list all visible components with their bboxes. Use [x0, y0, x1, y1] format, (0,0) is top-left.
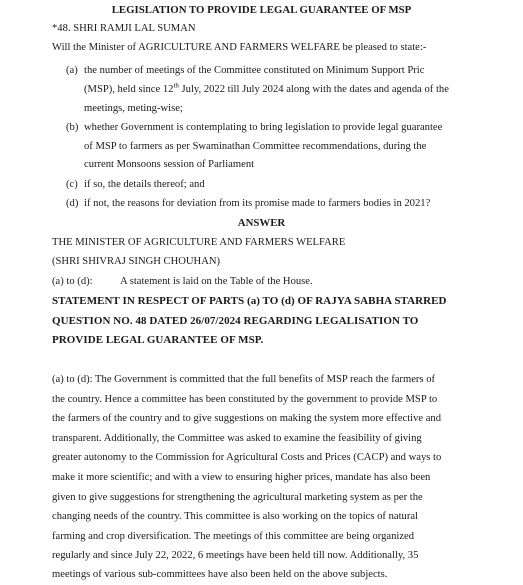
- part-a-line-2-sup: th: [173, 81, 179, 90]
- statement-heading-line-1: STATEMENT IN RESPECT OF PARTS (a) TO (d) OF RAJYA SABHA STARRED: [52, 295, 447, 307]
- statement-body-line: the farmers of the country and to give suggestions on making the system more effective and: [52, 413, 442, 424]
- minister-title: THE MINISTER OF AGRICULTURE AND FARMERS WELFARE: [52, 237, 346, 248]
- statement-body-line: greater autonomy to the Commission for Agricultural Costs and Prices (CACP) and ways to: [52, 452, 442, 463]
- statement-body-line: given to give suggestions for strengthening the agricultural marketing system as per the: [52, 492, 423, 503]
- part-b-line-1: whether Government is contemplating to bring legislation to provide legal guarantee: [84, 122, 443, 133]
- statement-body-line: (a) to (d): The Government is committed that the full benefits of MSP reach the farmers of: [52, 374, 436, 385]
- answer-text: A statement is laid on the Table of the House.: [120, 276, 313, 287]
- part-b-line-2: of MSP to farmers as per Swaminathan Committee recommendations, during the: [84, 141, 427, 152]
- part-b-marker: (b): [66, 122, 79, 133]
- statement-body-line: farming and crop diversification. The meetings of this committee are being organized: [52, 531, 415, 542]
- minister-name: (SHRI SHIVRAJ SINGH CHOUHAN): [52, 256, 221, 267]
- answer-heading: ANSWER: [237, 217, 286, 229]
- part-a-line-2-after: July, 2022 till July 2024 along with the dates and agenda of the: [178, 84, 449, 95]
- part-c-marker: (c): [66, 179, 78, 190]
- part-a-line-2: [84, 83, 449, 97]
- part-a-line-2-before: (MSP), held since 12: [84, 84, 174, 95]
- statement-body-line: regularly and since July 22, 2022, 6 meetings have been held till now. Additionally, 35: [52, 550, 419, 561]
- statement-body-line: make it more scientific; and with a view to ensuring higher prices, mandate has also been: [52, 472, 431, 483]
- part-b-line-3: current Monsoons session of Parliament: [84, 159, 255, 170]
- part-d-line-1: if not, the reasons for deviation from its promise made to farmers bodies in 2021?: [84, 198, 431, 209]
- part-c-line-1: if so, the details thereof; and: [84, 179, 205, 190]
- part-a-line-3: meetings, meting-wise;: [84, 103, 183, 114]
- statement-heading-line-3: PROVIDE LEGAL GUARANTEE OF MSP.: [52, 334, 264, 346]
- answer-label: (a) to (d):: [52, 276, 93, 287]
- question-number: *48. SHRI RAMJI LAL SUMAN: [52, 23, 196, 34]
- statement-heading-line-2: QUESTION NO. 48 DATED 26/07/2024 REGARDING LEGALISATION TO: [52, 315, 419, 327]
- part-a-marker: (a): [66, 65, 78, 76]
- statement-body-line: changing needs of the country. This committee is also working on the topics of natural: [52, 511, 418, 522]
- document-title: LEGISLATION TO PROVIDE LEGAL GUARANTEE OF MSP: [111, 4, 412, 16]
- statement-body-line: meetings of various sub-committees have also been held on the above subjects.: [52, 569, 388, 580]
- statement-body-line: the country. Hence a committee has been constituted by the government to provide MSP to: [52, 394, 438, 405]
- question-intro: Will the Minister of AGRICULTURE AND FARMERS WELFARE be pleased to state:-: [52, 42, 427, 53]
- part-d-marker: (d): [66, 198, 79, 209]
- part-a-line-1: the number of meetings of the Committee constituted on Minimum Support Pric: [84, 65, 425, 76]
- statement-body-line: transparent. Additionally, the Committee was asked to examine the feasibility of giving: [52, 433, 422, 444]
